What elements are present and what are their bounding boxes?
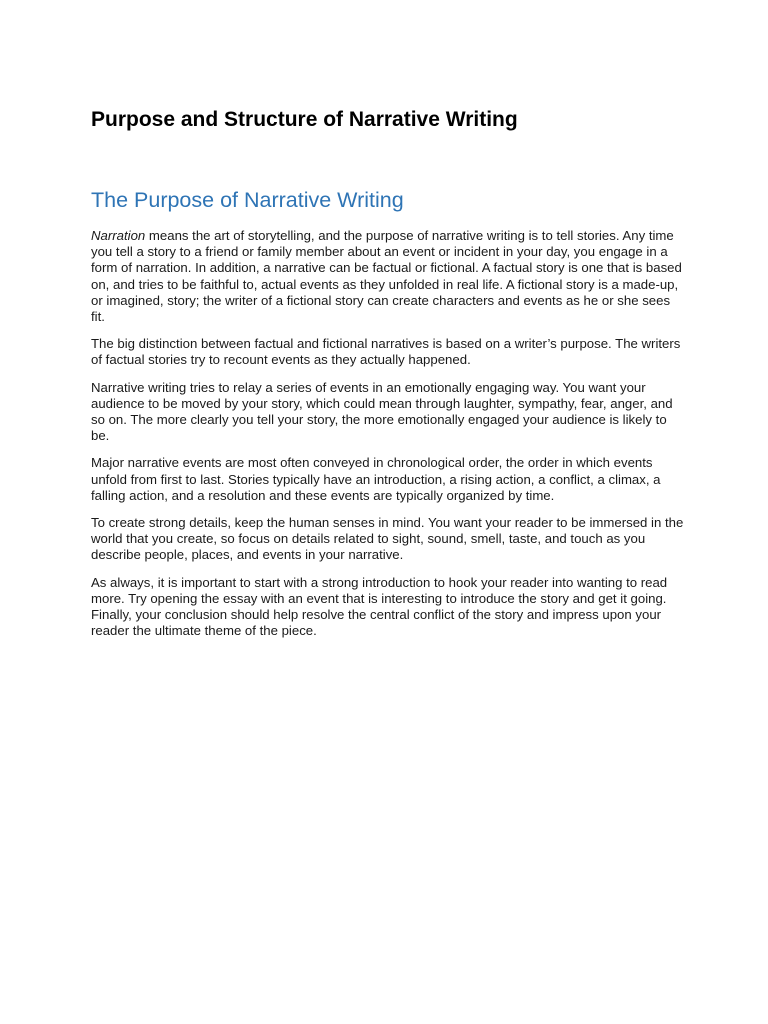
document-body xyxy=(91,106,685,639)
paragraph-3: Narrative writing tries to relay a series of events in an emotionally engaging way. You want your audience to be moved by your story, which could mean through laughter, sympathy, fear, anger, and so on. The more clearly you tell your story, the more emotionally engaged your audience is likely to be. xyxy=(91,379,673,444)
lead-term: Narration xyxy=(91,228,146,243)
paragraph-2: The big distinction between factual and fictional narratives is based on a writer’s purpose. The writers of factual stories try to recount events as they actually happened. xyxy=(91,336,681,368)
paragraph-1-text: means the art of storytelling, and the purpose of narrative writing is to tell stories. Any time you tell a story to a friend or family member about an event or incident in your day, you engage in a form of narration. In addition, a narrative can be factual or fictional. A factual story is one that is based on, and tries to be faithful to, actual events as they unfolded in real life. A fictional story is a made-up, or imagined, story; the writer of a fictional story can create characters and events as he or she sees fit. xyxy=(91,228,682,325)
paragraph-4: Major narrative events are most often conveyed in chronological order, the order in which events unfold from first to last. Stories typically have an introduction, a rising action, a conflict, a climax, a falling action, and a resolution and these events are typically organized by time. xyxy=(91,455,661,503)
section-heading: The Purpose of Narrative Writing xyxy=(91,188,404,212)
paragraph-1 xyxy=(91,228,685,325)
document-title: Purpose and Structure of Narrative Writing xyxy=(91,108,518,131)
paragraph-6: As always, it is important to start with a strong introduction to hook your reader into wanting to read more. Try opening the essay with an event that is interesting to introduce the story and get it going. Finally, your conclusion should help resolve the central conflict of the story and impress upon your reader the ultimate theme of the piece. xyxy=(91,574,668,639)
paragraph-5: To create strong details, keep the human senses in mind. You want your reader to be immersed in the world that you create, so focus on details related to sight, sound, smell, taste, and touch as you describe people, places, and events in your narrative. xyxy=(91,515,684,563)
